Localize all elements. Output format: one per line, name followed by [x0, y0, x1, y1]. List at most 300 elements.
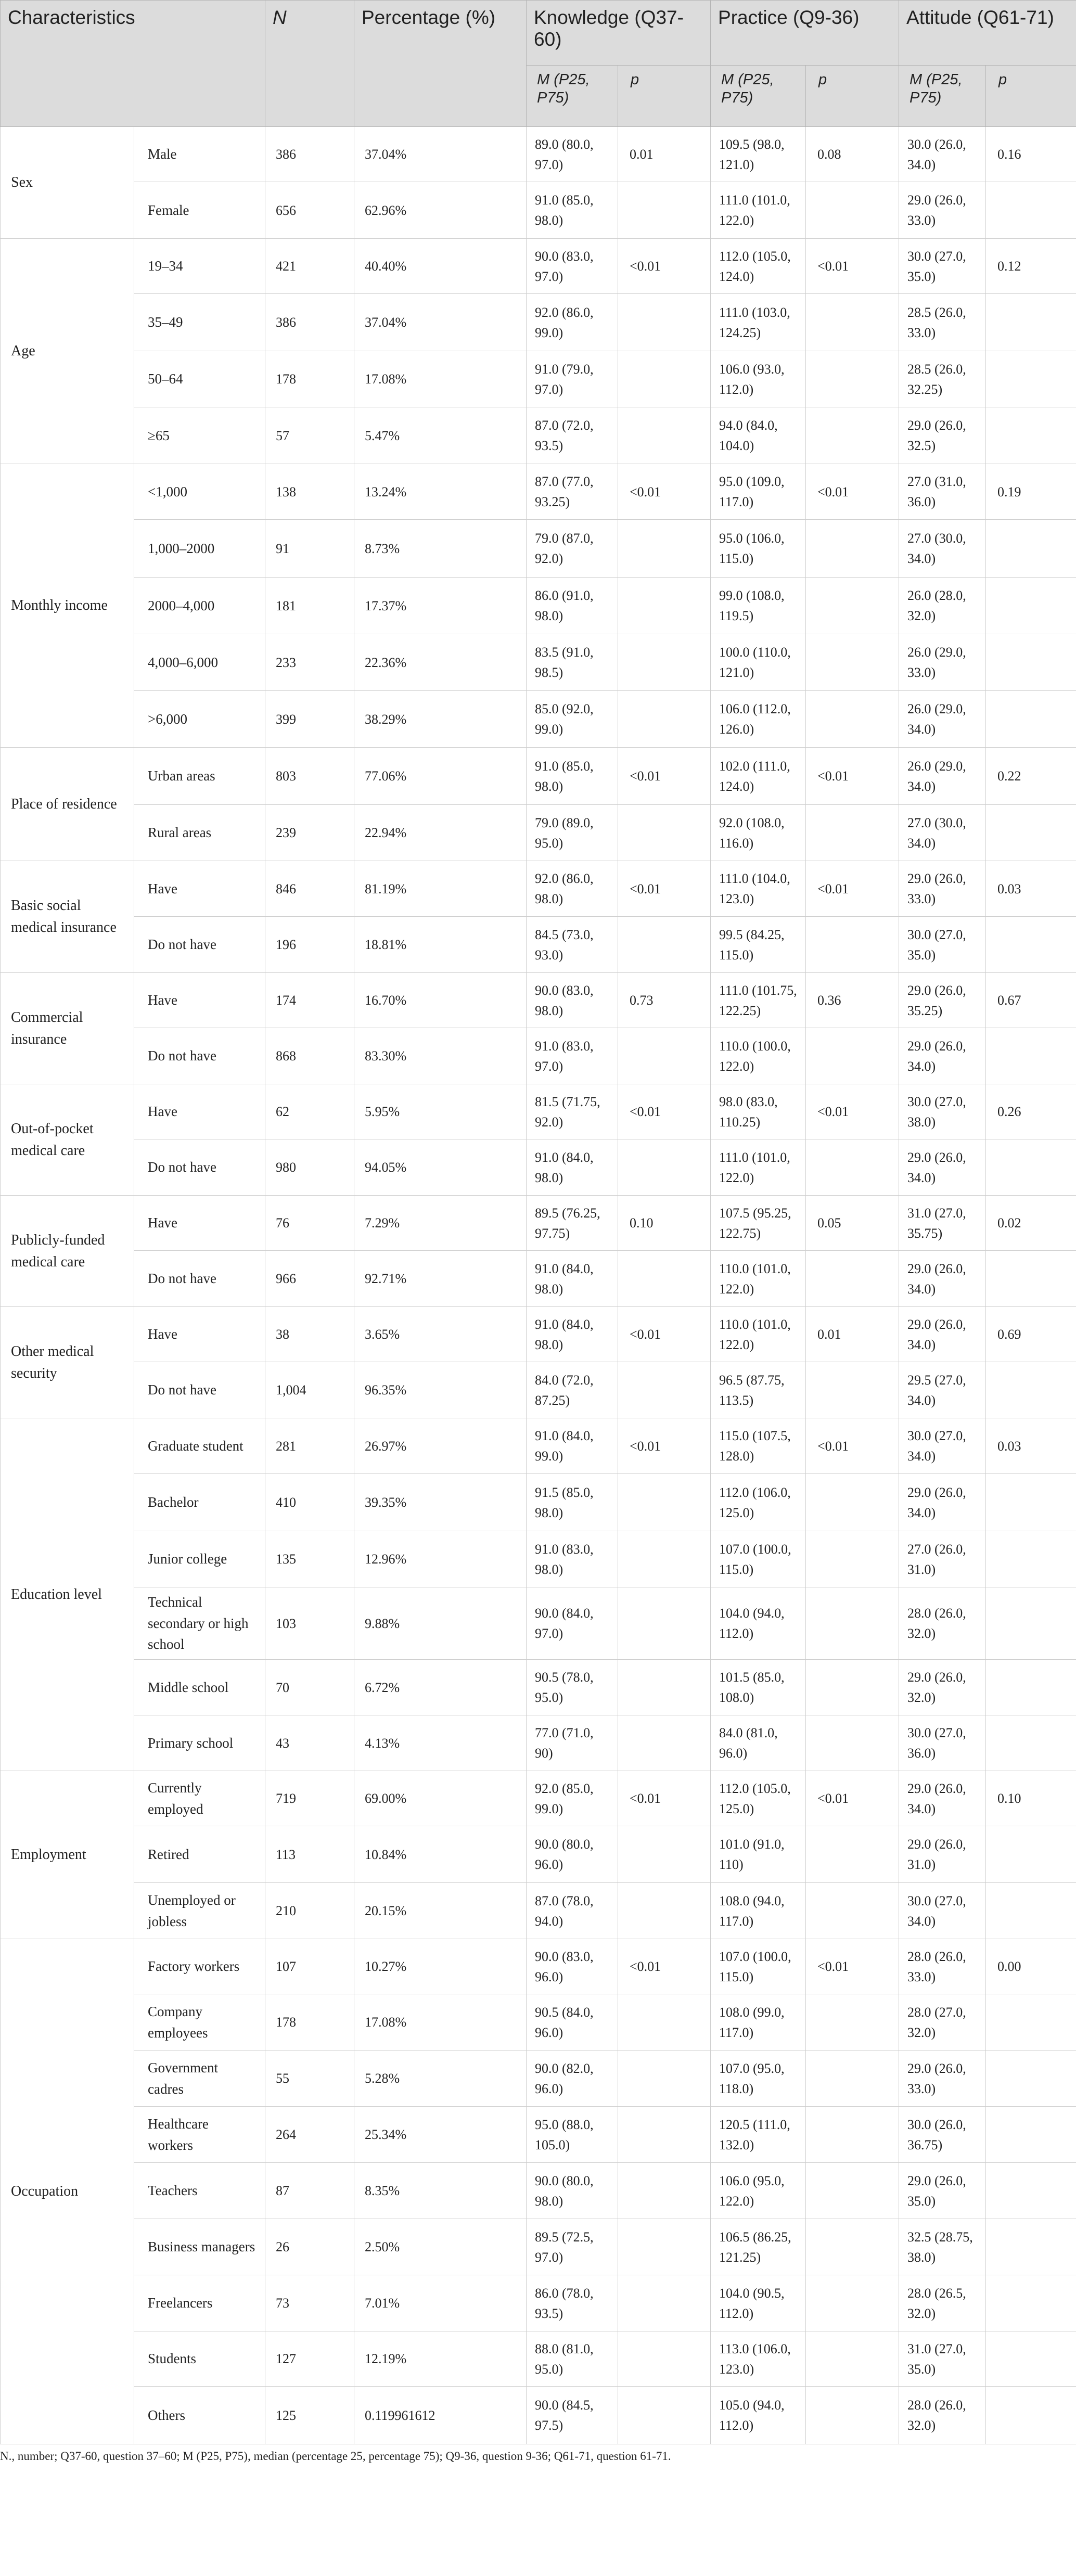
row-n: 125 — [265, 2387, 354, 2444]
row-n: 62 — [265, 1084, 354, 1139]
row-knowledge-p — [618, 578, 711, 634]
row-knowledge-median: 85.0 (92.0, 99.0) — [527, 691, 618, 748]
table-row — [1, 1196, 1076, 1251]
row-attitude-p: 0.69 — [986, 1307, 1076, 1362]
row-practice-p — [806, 1587, 899, 1660]
row-practice-p: 0.01 — [806, 1307, 899, 1362]
row-knowledge-p — [618, 294, 711, 351]
row-attitude-p — [986, 634, 1076, 691]
row-practice-p — [806, 2387, 899, 2444]
header-knowledge-median: M (P25, P75) — [527, 66, 618, 127]
row-knowledge-median: 84.5 (73.0, 93.0) — [527, 917, 618, 973]
table-row — [1, 2219, 1076, 2275]
row-practice-median: 95.0 (106.0, 115.0) — [711, 520, 806, 578]
table-row — [1, 748, 1076, 805]
row-practice-median: 106.5 (86.25, 121.25) — [711, 2219, 806, 2275]
row-n: 421 — [265, 239, 354, 294]
row-attitude-p: 0.26 — [986, 1084, 1076, 1139]
row-n: 135 — [265, 1531, 354, 1587]
table-row — [1, 1715, 1076, 1771]
row-attitude-p — [986, 2107, 1076, 2163]
row-knowledge-median: 90.0 (83.0, 98.0) — [527, 973, 618, 1028]
row-sub: Freelancers — [134, 2275, 265, 2331]
row-practice-median: 105.0 (94.0, 112.0) — [711, 2387, 806, 2444]
row-knowledge-p: <0.01 — [618, 1939, 711, 1994]
row-practice-median: 112.0 (105.0, 125.0) — [711, 1771, 806, 1826]
row-sub: Male — [134, 127, 265, 182]
row-n: 107 — [265, 1939, 354, 1994]
row-knowledge-p — [618, 351, 711, 407]
row-n: 70 — [265, 1660, 354, 1715]
row-pct: 10.27% — [354, 1939, 527, 1994]
row-attitude-p — [986, 578, 1076, 634]
row-knowledge-p: <0.01 — [618, 748, 711, 805]
row-group-label: Occupation — [1, 1939, 134, 2444]
header-practice-median: M (P25, P75) — [711, 66, 806, 127]
row-attitude-median: 29.0 (26.0, 31.0) — [899, 1826, 986, 1883]
row-knowledge-median: 90.0 (84.5, 97.5) — [527, 2387, 618, 2444]
row-attitude-p — [986, 407, 1076, 464]
row-attitude-median: 30.0 (26.0, 34.0) — [899, 127, 986, 182]
row-pct: 37.04% — [354, 294, 527, 351]
row-pct: 40.40% — [354, 239, 527, 294]
row-n: 26 — [265, 2219, 354, 2275]
table-row — [1, 861, 1076, 917]
row-attitude-p — [986, 1883, 1076, 1939]
row-knowledge-p: 0.10 — [618, 1196, 711, 1251]
row-attitude-p — [986, 691, 1076, 748]
row-attitude-median: 27.0 (31.0, 36.0) — [899, 464, 986, 520]
table-row — [1, 2107, 1076, 2163]
row-practice-p — [806, 634, 899, 691]
row-practice-p — [806, 294, 899, 351]
row-practice-p — [806, 1139, 899, 1196]
row-sub: Female — [134, 182, 265, 239]
row-attitude-p — [986, 1660, 1076, 1715]
row-practice-p — [806, 578, 899, 634]
row-practice-median: 106.0 (95.0, 122.0) — [711, 2163, 806, 2219]
row-attitude-p: 0.67 — [986, 973, 1076, 1028]
row-sub: Junior college — [134, 1531, 265, 1587]
row-sub: Urban areas — [134, 748, 265, 805]
row-knowledge-p — [618, 1531, 711, 1587]
row-knowledge-median: 83.5 (91.0, 98.5) — [527, 634, 618, 691]
row-attitude-median: 29.0 (26.0, 34.0) — [899, 1139, 986, 1196]
row-practice-median: 110.0 (101.0, 122.0) — [711, 1251, 806, 1307]
row-n: 55 — [265, 2050, 354, 2107]
row-knowledge-median: 91.0 (83.0, 98.0) — [527, 1531, 618, 1587]
row-group-label: Age — [1, 239, 134, 464]
header-attitude-p: p — [986, 66, 1076, 127]
row-practice-median: 106.0 (112.0, 126.0) — [711, 691, 806, 748]
table-row — [1, 1531, 1076, 1587]
row-knowledge-p — [618, 2050, 711, 2107]
row-knowledge-median: 91.0 (84.0, 98.0) — [527, 1251, 618, 1307]
row-practice-median: 107.0 (95.0, 118.0) — [711, 2050, 806, 2107]
table-row — [1, 917, 1076, 973]
row-pct: 4.13% — [354, 1715, 527, 1771]
row-attitude-median: 28.5 (26.0, 33.0) — [899, 294, 986, 351]
row-n: 210 — [265, 1883, 354, 1939]
row-practice-p — [806, 351, 899, 407]
row-attitude-median: 27.0 (30.0, 34.0) — [899, 520, 986, 578]
row-practice-median: 110.0 (101.0, 122.0) — [711, 1307, 806, 1362]
row-attitude-p — [986, 1587, 1076, 1660]
row-attitude-median: 29.0 (26.0, 33.0) — [899, 861, 986, 917]
table-row — [1, 239, 1076, 294]
table-row — [1, 805, 1076, 861]
row-knowledge-median: 87.0 (78.0, 94.0) — [527, 1883, 618, 1939]
row-practice-p: <0.01 — [806, 861, 899, 917]
row-attitude-median: 29.0 (26.0, 32.5) — [899, 407, 986, 464]
row-knowledge-p — [618, 1139, 711, 1196]
row-group-label: Other medical security — [1, 1307, 134, 1418]
row-knowledge-median: 92.0 (85.0, 99.0) — [527, 1771, 618, 1826]
row-practice-median: 113.0 (106.0, 123.0) — [711, 2331, 806, 2387]
row-practice-median: 111.0 (104.0, 123.0) — [711, 861, 806, 917]
row-practice-median: 108.0 (99.0, 117.0) — [711, 1994, 806, 2050]
row-pct: 39.35% — [354, 1474, 527, 1531]
row-practice-p — [806, 2163, 899, 2219]
table-row — [1, 182, 1076, 239]
row-pct: 7.29% — [354, 1196, 527, 1251]
row-pct: 38.29% — [354, 691, 527, 748]
row-sub: Students — [134, 2331, 265, 2387]
row-practice-median: 106.0 (93.0, 112.0) — [711, 351, 806, 407]
row-n: 38 — [265, 1307, 354, 1362]
row-attitude-median: 29.0 (26.0, 34.0) — [899, 1771, 986, 1826]
row-practice-p: 0.08 — [806, 127, 899, 182]
table-row — [1, 1139, 1076, 1196]
row-n: 178 — [265, 351, 354, 407]
row-knowledge-p — [618, 2107, 711, 2163]
row-sub: Middle school — [134, 1660, 265, 1715]
row-attitude-median: 28.5 (26.0, 32.25) — [899, 351, 986, 407]
row-sub: Government cadres — [134, 2050, 265, 2107]
row-n: 76 — [265, 1196, 354, 1251]
row-attitude-p — [986, 351, 1076, 407]
table-row — [1, 578, 1076, 634]
header-knowledge: Knowledge (Q37-60) — [527, 1, 711, 66]
row-practice-median: 99.0 (108.0, 119.5) — [711, 578, 806, 634]
row-attitude-p — [986, 2050, 1076, 2107]
row-pct: 22.36% — [354, 634, 527, 691]
row-practice-median: 104.0 (94.0, 112.0) — [711, 1587, 806, 1660]
row-attitude-median: 30.0 (27.0, 38.0) — [899, 1084, 986, 1139]
row-knowledge-p: <0.01 — [618, 1771, 711, 1826]
row-attitude-p: 0.19 — [986, 464, 1076, 520]
table-row — [1, 1307, 1076, 1362]
table-row — [1, 1994, 1076, 2050]
row-practice-median: 107.5 (95.25, 122.75) — [711, 1196, 806, 1251]
row-knowledge-median: 90.0 (84.0, 97.0) — [527, 1587, 618, 1660]
row-attitude-p — [986, 2219, 1076, 2275]
row-attitude-median: 31.0 (27.0, 35.75) — [899, 1196, 986, 1251]
row-attitude-p — [986, 1251, 1076, 1307]
row-attitude-median: 29.0 (26.0, 35.25) — [899, 973, 986, 1028]
row-attitude-median: 29.0 (26.0, 32.0) — [899, 1660, 986, 1715]
row-pct: 25.34% — [354, 2107, 527, 2163]
row-knowledge-p: <0.01 — [618, 1418, 711, 1474]
row-knowledge-p — [618, 2387, 711, 2444]
row-knowledge-median: 77.0 (71.0, 90) — [527, 1715, 618, 1771]
row-knowledge-p — [618, 1474, 711, 1531]
row-attitude-p: 0.16 — [986, 127, 1076, 182]
row-practice-p — [806, 2050, 899, 2107]
row-practice-p — [806, 182, 899, 239]
row-knowledge-p — [618, 2163, 711, 2219]
row-n: 846 — [265, 861, 354, 917]
row-practice-median: 84.0 (81.0, 96.0) — [711, 1715, 806, 1771]
row-attitude-median: 27.0 (26.0, 31.0) — [899, 1531, 986, 1587]
row-knowledge-p: <0.01 — [618, 861, 711, 917]
row-n: 91 — [265, 520, 354, 578]
row-pct: 81.19% — [354, 861, 527, 917]
row-pct: 8.35% — [354, 2163, 527, 2219]
row-practice-p — [806, 2331, 899, 2387]
row-knowledge-median: 91.0 (84.0, 98.0) — [527, 1307, 618, 1362]
table-row — [1, 464, 1076, 520]
row-knowledge-p — [618, 520, 711, 578]
row-attitude-median: 29.0 (26.0, 34.0) — [899, 1028, 986, 1084]
table-row — [1, 1939, 1076, 1994]
header-n: N — [265, 1, 354, 127]
row-attitude-median: 28.0 (26.0, 32.0) — [899, 2387, 986, 2444]
table-row — [1, 973, 1076, 1028]
row-n: 87 — [265, 2163, 354, 2219]
row-practice-p — [806, 1994, 899, 2050]
table-row — [1, 127, 1076, 182]
row-practice-median: 107.0 (100.0, 115.0) — [711, 1939, 806, 1994]
row-practice-p — [806, 1883, 899, 1939]
row-practice-p — [806, 1715, 899, 1771]
row-practice-p — [806, 520, 899, 578]
row-knowledge-p: <0.01 — [618, 1084, 711, 1139]
row-practice-p — [806, 2219, 899, 2275]
row-sub: Currently employed — [134, 1771, 265, 1826]
row-practice-median: 92.0 (108.0, 116.0) — [711, 805, 806, 861]
row-knowledge-median: 95.0 (88.0, 105.0) — [527, 2107, 618, 2163]
table-row — [1, 520, 1076, 578]
row-practice-p — [806, 1826, 899, 1883]
row-knowledge-median: 90.0 (83.0, 97.0) — [527, 239, 618, 294]
row-n: 980 — [265, 1139, 354, 1196]
row-sub: Company employees — [134, 1994, 265, 2050]
row-group-label: Basic social medical insurance — [1, 861, 134, 973]
row-practice-median: 100.0 (110.0, 121.0) — [711, 634, 806, 691]
row-knowledge-p — [618, 917, 711, 973]
row-practice-p — [806, 1474, 899, 1531]
row-attitude-p — [986, 1715, 1076, 1771]
row-practice-median: 96.5 (87.75, 113.5) — [711, 1362, 806, 1418]
row-practice-median: 120.5 (111.0, 132.0) — [711, 2107, 806, 2163]
row-practice-median: 115.0 (107.5, 128.0) — [711, 1418, 806, 1474]
row-n: 178 — [265, 1994, 354, 2050]
row-attitude-median: 26.0 (29.0, 34.0) — [899, 691, 986, 748]
row-sub: Others — [134, 2387, 265, 2444]
row-practice-p: 0.36 — [806, 973, 899, 1028]
row-knowledge-p — [618, 1883, 711, 1939]
row-pct: 77.06% — [354, 748, 527, 805]
row-attitude-median: 30.0 (27.0, 34.0) — [899, 1418, 986, 1474]
row-group-label: Out-of-pocket medical care — [1, 1084, 134, 1196]
row-practice-p: <0.01 — [806, 748, 899, 805]
row-pct: 5.95% — [354, 1084, 527, 1139]
table-row — [1, 1028, 1076, 1084]
table-row — [1, 351, 1076, 407]
row-attitude-p — [986, 1531, 1076, 1587]
row-attitude-p: 0.22 — [986, 748, 1076, 805]
row-sub: Do not have — [134, 1251, 265, 1307]
row-knowledge-median: 90.0 (83.0, 96.0) — [527, 1939, 618, 1994]
row-attitude-p — [986, 1139, 1076, 1196]
row-practice-median: 110.0 (100.0, 122.0) — [711, 1028, 806, 1084]
row-attitude-p — [986, 294, 1076, 351]
row-attitude-median: 29.0 (26.0, 33.0) — [899, 2050, 986, 2107]
row-sub: Have — [134, 973, 265, 1028]
row-n: 138 — [265, 464, 354, 520]
row-attitude-median: 27.0 (30.0, 34.0) — [899, 805, 986, 861]
table-row — [1, 1771, 1076, 1826]
row-knowledge-median: 90.0 (80.0, 96.0) — [527, 1826, 618, 1883]
row-practice-p: <0.01 — [806, 239, 899, 294]
row-n: 43 — [265, 1715, 354, 1771]
row-sub: Do not have — [134, 1028, 265, 1084]
row-practice-median: 98.0 (83.0, 110.25) — [711, 1084, 806, 1139]
row-attitude-median: 30.0 (26.0, 36.75) — [899, 2107, 986, 2163]
row-attitude-p: 0.00 — [986, 1939, 1076, 1994]
row-practice-p — [806, 1660, 899, 1715]
row-attitude-p — [986, 182, 1076, 239]
row-sub: Healthcare workers — [134, 2107, 265, 2163]
row-attitude-median: 29.0 (26.0, 35.0) — [899, 2163, 986, 2219]
row-n: 386 — [265, 294, 354, 351]
row-attitude-median: 30.0 (27.0, 35.0) — [899, 239, 986, 294]
row-n: 113 — [265, 1826, 354, 1883]
row-group-label: Employment — [1, 1771, 134, 1939]
row-sub: Have — [134, 1196, 265, 1251]
row-knowledge-median: 88.0 (81.0, 95.0) — [527, 2331, 618, 2387]
row-pct: 6.72% — [354, 1660, 527, 1715]
table-row — [1, 691, 1076, 748]
row-knowledge-p — [618, 1660, 711, 1715]
row-knowledge-median: 81.5 (71.75, 92.0) — [527, 1084, 618, 1139]
row-n: 174 — [265, 973, 354, 1028]
row-sub: 1,000–2000 — [134, 520, 265, 578]
row-pct: 12.19% — [354, 2331, 527, 2387]
row-practice-p — [806, 2107, 899, 2163]
row-attitude-median: 32.5 (28.75, 38.0) — [899, 2219, 986, 2275]
row-sub: 2000–4,000 — [134, 578, 265, 634]
row-sub: Bachelor — [134, 1474, 265, 1531]
row-sub: 4,000–6,000 — [134, 634, 265, 691]
row-practice-p: <0.01 — [806, 1939, 899, 1994]
row-sub: Do not have — [134, 1362, 265, 1418]
row-pct: 96.35% — [354, 1362, 527, 1418]
row-practice-p — [806, 1531, 899, 1587]
row-n: 868 — [265, 1028, 354, 1084]
row-sub: Technical secondary or high school — [134, 1587, 265, 1660]
row-practice-median: 111.0 (101.0, 122.0) — [711, 182, 806, 239]
row-sub: Have — [134, 1084, 265, 1139]
header-percentage: Percentage (%) — [354, 1, 527, 127]
row-knowledge-median: 91.0 (83.0, 97.0) — [527, 1028, 618, 1084]
table-row — [1, 1883, 1076, 1939]
table-row — [1, 634, 1076, 691]
table-row — [1, 1660, 1076, 1715]
table-row — [1, 1826, 1076, 1883]
row-practice-p: 0.05 — [806, 1196, 899, 1251]
table-row — [1, 2163, 1076, 2219]
row-attitude-p: 0.03 — [986, 861, 1076, 917]
table-row — [1, 1084, 1076, 1139]
row-pct: 18.81% — [354, 917, 527, 973]
row-practice-median: 111.0 (101.0, 122.0) — [711, 1139, 806, 1196]
row-n: 239 — [265, 805, 354, 861]
row-practice-p: <0.01 — [806, 1418, 899, 1474]
row-group-label: Monthly income — [1, 464, 134, 748]
table-row — [1, 1251, 1076, 1307]
row-knowledge-median: 91.0 (79.0, 97.0) — [527, 351, 618, 407]
row-practice-median: 95.0 (109.0, 117.0) — [711, 464, 806, 520]
row-practice-p — [806, 805, 899, 861]
row-pct: 16.70% — [354, 973, 527, 1028]
row-pct: 5.47% — [354, 407, 527, 464]
row-pct: 62.96% — [354, 182, 527, 239]
row-practice-p — [806, 407, 899, 464]
row-n: 719 — [265, 1771, 354, 1826]
row-practice-p: <0.01 — [806, 1084, 899, 1139]
row-knowledge-median: 90.0 (82.0, 96.0) — [527, 2050, 618, 2107]
row-sub: Have — [134, 861, 265, 917]
row-knowledge-median: 90.5 (78.0, 95.0) — [527, 1660, 618, 1715]
row-n: 264 — [265, 2107, 354, 2163]
row-knowledge-median: 91.0 (84.0, 99.0) — [527, 1418, 618, 1474]
row-attitude-p — [986, 1028, 1076, 1084]
row-n: 103 — [265, 1587, 354, 1660]
header-attitude-median: M (P25, P75) — [899, 66, 986, 127]
row-knowledge-p — [618, 691, 711, 748]
row-practice-p — [806, 1028, 899, 1084]
row-pct: 20.15% — [354, 1883, 527, 1939]
row-sub: Unemployed or jobless — [134, 1883, 265, 1939]
row-practice-median: 111.0 (103.0, 124.25) — [711, 294, 806, 351]
row-knowledge-p — [618, 407, 711, 464]
row-knowledge-median: 89.0 (80.0, 97.0) — [527, 127, 618, 182]
row-knowledge-p — [618, 805, 711, 861]
row-knowledge-p: 0.73 — [618, 973, 711, 1028]
row-attitude-p — [986, 2331, 1076, 2387]
row-n: 399 — [265, 691, 354, 748]
header-practice: Practice (Q9-36) — [711, 1, 899, 66]
row-n: 196 — [265, 917, 354, 973]
row-knowledge-p: 0.01 — [618, 127, 711, 182]
row-practice-median: 99.5 (84.25, 115.0) — [711, 917, 806, 973]
table-row — [1, 2387, 1076, 2444]
row-knowledge-median: 90.5 (84.0, 96.0) — [527, 1994, 618, 2050]
row-group-label: Sex — [1, 127, 134, 239]
row-knowledge-median: 86.0 (78.0, 93.5) — [527, 2275, 618, 2331]
row-sub: Do not have — [134, 917, 265, 973]
table-row — [1, 1474, 1076, 1531]
row-pct: 2.50% — [354, 2219, 527, 2275]
row-attitude-median: 28.0 (27.0, 32.0) — [899, 1994, 986, 2050]
row-sub: 35–49 — [134, 294, 265, 351]
row-practice-median: 101.5 (85.0, 108.0) — [711, 1660, 806, 1715]
row-attitude-median: 30.0 (27.0, 35.0) — [899, 917, 986, 973]
row-attitude-median: 28.0 (26.5, 32.0) — [899, 2275, 986, 2331]
row-n: 410 — [265, 1474, 354, 1531]
